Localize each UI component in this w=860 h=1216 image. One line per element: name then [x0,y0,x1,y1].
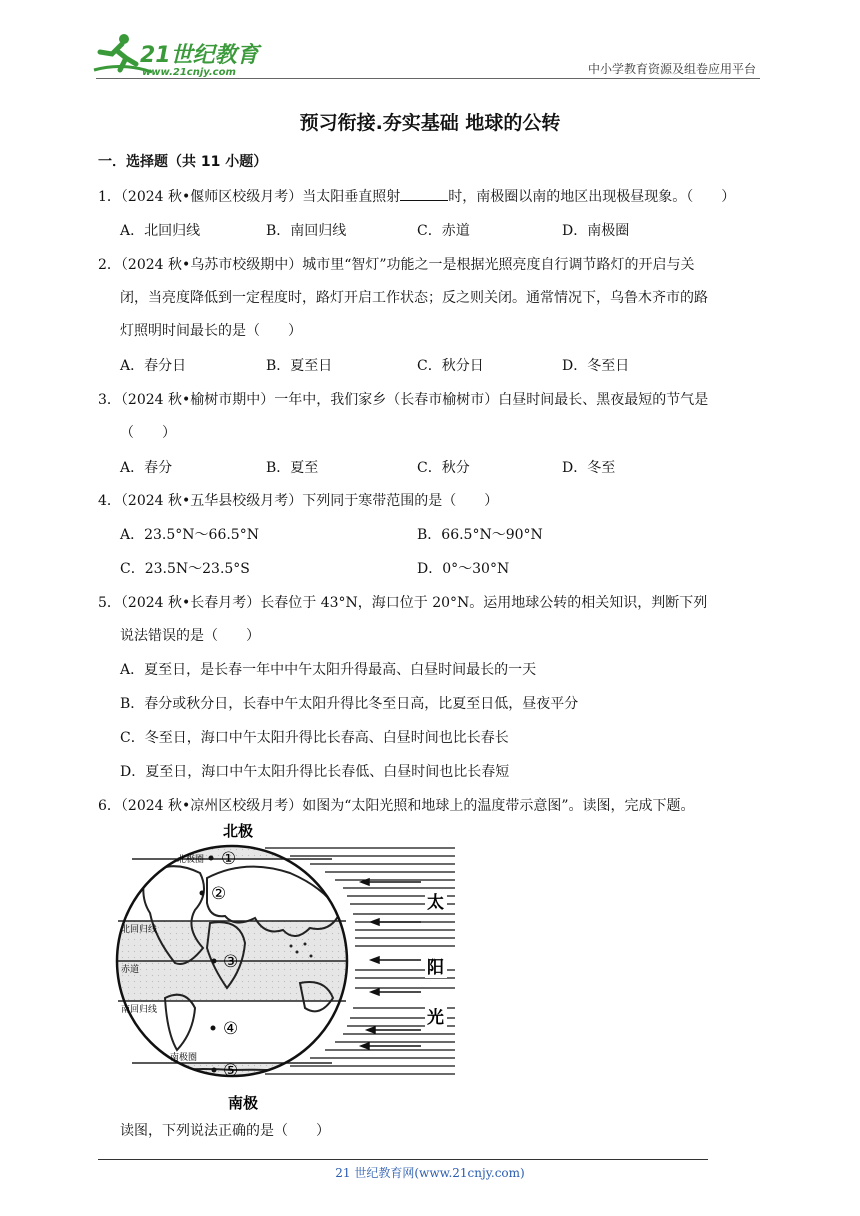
zone-2-marker: ② [211,884,227,904]
tropic-of-capricorn-label: 南回归线 [121,1005,158,1015]
question-3-option-d: D．冬至 [562,460,616,476]
logo-url-text: www.21cnjy.com [142,67,236,78]
question-5-line-1: 5．（2024 秋•长春月考）长春位于 43°N，海口位于 20°N。运用地球公转的相关知识，判断下列 [98,595,708,611]
question-6-stem: 6．（2024 秋•凉州区校级月考）如图为“太阳光照和地球上的温度带示意图”。读图，完成下题。 [98,798,695,814]
zone-1-marker: ① [221,849,237,869]
zone-3-marker: ③ [223,952,239,972]
page-title: 预习衔接.夯实基础 地球的公转 [299,112,561,134]
question-2-option-a: A．春分日 [120,358,187,374]
arctic-circle-label: 北极圈 [177,855,205,865]
question-2-line-2: 闭，当亮度降低到一定程度时，路灯开启工作状态；反之则关闭。通常情况下，乌鲁木齐市的路 [120,290,708,306]
zone-5-marker: ⑤ [223,1061,239,1081]
question-1-option-b: B．南回归线 [266,223,347,239]
tropic-of-cancer-label: 北回归线 [121,925,158,935]
question-1-stem: 1．（2024 秋•偃师区校级月考）当太阳垂直照射 时，南极圈以南的地区出现极昼现象。（ ） [98,186,735,206]
zone-4-marker: ④ [223,1019,239,1039]
sunlight-temperature-zone-diagram [115,818,465,1112]
question-3-line-2: （ ） [120,425,176,441]
question-2-option-b: B．夏至日 [266,358,333,374]
question-2-option-c: C．秋分日 [417,358,484,374]
question-5-option-d: D．夏至日，海口中午太阳升得比长春低、白昼时间也比长春短 [120,764,510,780]
question-2-line-1: 2．（2024 秋•乌苏市校级期中）城市里“智灯”功能之一是根据光照亮度自行调节路灯的开启与关 [98,257,695,273]
site-logo[interactable] [92,32,262,80]
question-4-option-a: A．23.5°N～66.5°N [120,527,259,543]
question-3-line-1: 3．（2024 秋•榆树市期中）一年中，我们家乡（长春市榆树市）白昼时间最长、黑夜最短的节气是 [98,392,709,408]
question-5-line-2: 说法错误的是（ ） [120,628,260,644]
question-2-line-3: 灯照明时间最长的是（ ） [120,323,302,339]
question-1-option-a: A．北回归线 [120,223,201,239]
antarctic-circle-label: 南极圈 [170,1053,198,1063]
question-6-sub-stem: 读图，下列说法正确的是（ ） [120,1123,330,1139]
question-4-stem: 4．（2024 秋•五华县校级月考）下列同于寒带范围的是（ ） [98,493,499,509]
question-5-option-a: A．夏至日，是长春一年中中午太阳升得最高、白昼时间最长的一天 [120,662,537,678]
question-4-option-b: B．66.5°N～90°N [417,527,543,543]
question-1-option-d: D．南极圈 [562,223,630,239]
header-divider [96,78,760,79]
question-5-option-b: B．春分或秋分日，长春中午太阳升得比冬至日高，比夏至日低，昼夜平分 [120,696,579,712]
section-heading: 一．选择题（共 11 小题） [98,154,268,170]
south-pole-label: 南极 [228,1094,259,1112]
question-1-option-c: C．赤道 [417,223,470,239]
footer-link[interactable]: 21 世纪教育网(www.21cnjy.com) [335,1166,525,1180]
question-2-option-d: D．冬至日 [562,358,630,374]
question-3-option-c: C．秋分 [417,460,470,476]
logo-text: 21世纪教育 [140,43,259,68]
question-4-option-c: C．23.5N～23.5°S [120,561,250,577]
sunlight-label-char-1: 太 [427,893,444,913]
answer-blank [400,186,448,201]
equator-label: 赤道 [121,965,140,975]
question-4-option-d: D．0°～30°N [417,561,510,577]
sunlight-label-char-2: 阳 [427,958,444,978]
question-5-option-c: C．冬至日，海口中午太阳升得比长春高、白昼时间也比长春长 [120,730,509,746]
question-3-option-b: B．夏至 [266,460,319,476]
page-header [0,0,860,84]
platform-name: 中小学教育资源及组卷应用平台 [587,62,756,76]
footer-divider [98,1159,708,1160]
north-pole-label: 北极 [223,822,254,840]
question-3-option-a: A．春分 [120,460,173,476]
sunlight-label-char-3: 光 [427,1008,444,1028]
